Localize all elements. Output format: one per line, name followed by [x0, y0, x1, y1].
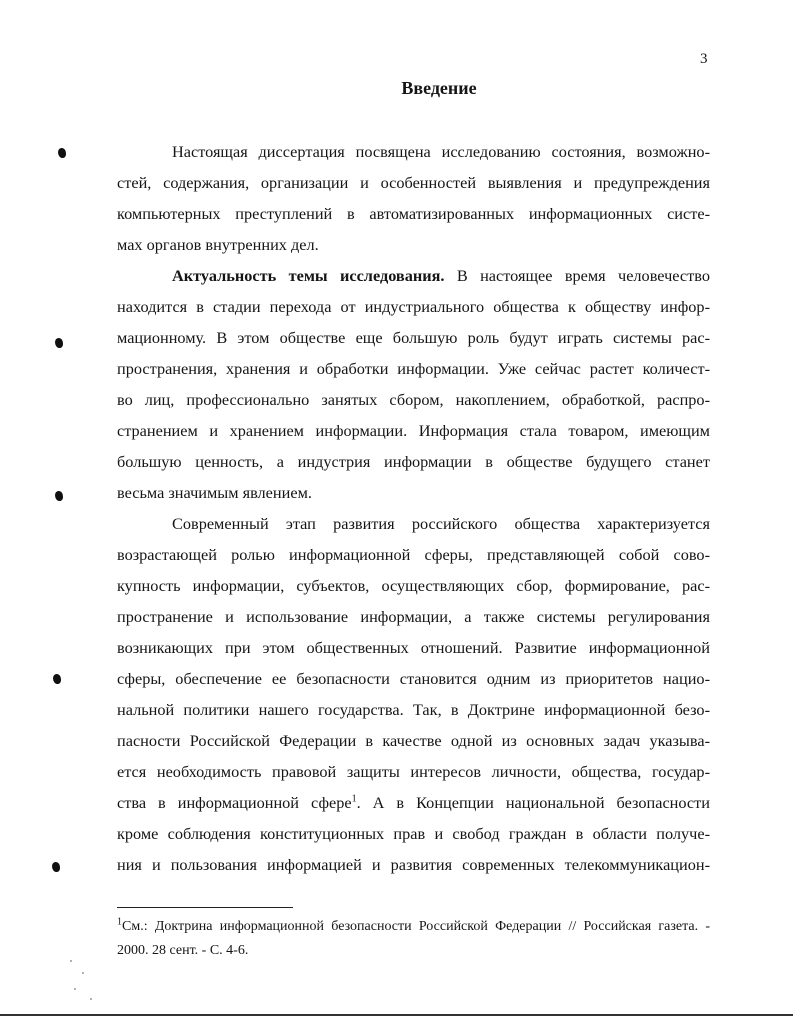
- paragraph-line: мах органов внутренних дел.: [117, 235, 319, 254]
- footnote-text: См.: Доктрина информационной безопасности Российской Федерации // Российская газета. -: [122, 919, 710, 934]
- paragraph-line: весьма значимым явлением.: [117, 483, 312, 502]
- paragraph-line: компьютерных преступлений в автоматизированных информационных систе-: [117, 204, 710, 223]
- paragraph-line: кроме соблюдения конституционных прав и свобод граждан в области получе-: [117, 824, 710, 843]
- footnote-line: 2000. 28 сент. - С. 4-6.: [117, 943, 249, 958]
- footnote-marker: 1: [117, 916, 122, 928]
- margin-mark: [53, 674, 61, 684]
- margin-mark: [58, 148, 66, 158]
- footnote-line: [117, 917, 710, 937]
- paragraph-line: нальной политики нашего государства. Так, в Доктрине информационной безо-: [117, 700, 710, 719]
- paragraph-line: купность информации, субъектов, осуществляющих сбор, формирование, рас-: [117, 576, 710, 595]
- margin-mark: [55, 338, 63, 348]
- paragraph-line: ется необходимость правовой защиты интересов личности, общества, государ-: [117, 762, 710, 781]
- paragraph-line: пространение и использование информации, а также системы регулирования: [117, 607, 710, 626]
- paragraph-line: мационному. В этом обществе еще большую роль будут играть системы рас-: [117, 328, 710, 347]
- section-heading: Актуальность темы исследования.: [172, 266, 445, 285]
- footnote-separator: [117, 907, 293, 908]
- scan-speck: [70, 960, 72, 962]
- paragraph-line: странением и хранением информации. Информация стала товаром, имеющим: [117, 421, 710, 440]
- scan-edge-line: [0, 1014, 793, 1016]
- scan-speck: [90, 998, 92, 1000]
- page-number: 3: [700, 51, 708, 67]
- paragraph-line: Современный этап развития российского общества характеризуется: [172, 514, 710, 533]
- paragraph-line: находится в стадии перехода от индустриального общества к обществу инфор-: [117, 297, 710, 316]
- page-title: Введение: [401, 78, 477, 98]
- paragraph-text: В настоящее время человечество: [444, 266, 710, 285]
- paragraph-line: пасности Российской Федерации в качестве одной из основных задач указыва-: [117, 731, 710, 750]
- paragraph-text: . А в Концепции национальной безопасности: [356, 793, 710, 812]
- paragraph-line: Настоящая диссертация посвящена исследованию состояния, возможно-: [172, 142, 710, 161]
- paragraph-line: во лиц, профессионально занятых сбором, накоплением, обработкой, распро-: [117, 390, 710, 409]
- paragraph-line: ния и пользования информацией и развития современных телекоммуникацион-: [117, 855, 710, 874]
- paragraph-line: возникающих при этом общественных отношений. Развитие информационной: [117, 638, 710, 657]
- paragraph-line: возрастающей ролью информационной сферы, представляющей собой сово-: [117, 545, 710, 564]
- margin-mark: [55, 491, 63, 501]
- paragraph-text: ства в информационной сфере: [117, 793, 352, 812]
- paragraph-line: [117, 792, 710, 814]
- paragraph-line: большую ценность, а индустрия информации в обществе будущего станет: [117, 452, 710, 471]
- footnote-reference[interactable]: 1: [351, 793, 357, 805]
- paragraph-line: сферы, обеспечение ее безопасности становится одним из приоритетов нацио-: [117, 669, 710, 688]
- scan-speck: [74, 988, 76, 990]
- scan-speck: [82, 972, 84, 974]
- paragraph-line: стей, содержания, организации и особенностей выявления и предупреждения: [117, 173, 710, 192]
- paragraph-line: пространения, хранения и обработки информации. Уже сейчас растет количест-: [117, 359, 710, 378]
- margin-mark: [52, 862, 60, 872]
- paragraph-line: [172, 265, 710, 287]
